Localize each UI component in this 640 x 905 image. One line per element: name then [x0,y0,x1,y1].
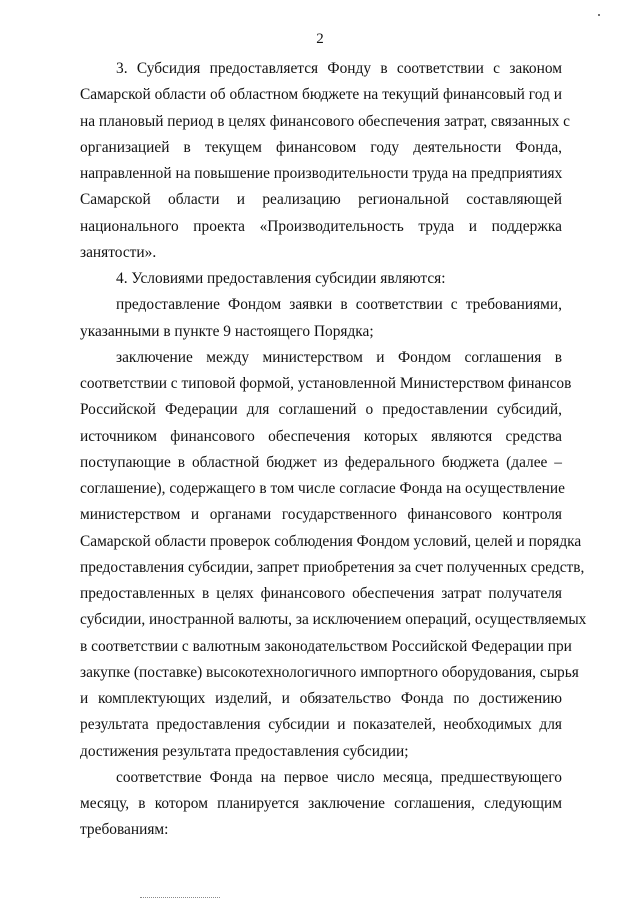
text-line: национального проекта «Производительность труда и поддержка [80,217,562,235]
text-line: Российской Федерации для соглашений о предоставлении субсидий, [80,401,562,419]
bottom-scan-line [140,897,220,898]
text-line: предоставление Фондом заявки в соответствии с требованиями, [116,296,562,314]
text-line: предоставленных в целях финансового обеспечения затрат получателя [80,585,562,602]
text-line: поступающие в областной бюджет из федерального бюджета (далее – [80,453,562,471]
text-line: соглашение), содержащего в том числе согласие Фонда на осуществление [80,480,565,497]
text-line: организацией в текущем финансовом году деятельности Фонда, [80,138,562,156]
text-line: месяцу, в котором планируется заключение соглашения, следующим [80,795,562,812]
text-line: результата предоставления субсидии и показателей, необходимых для [80,716,562,734]
text-line: направленной на повышение производительности труда на предприятиях [80,165,563,182]
text-line: Самарской области и реализацию региональной составляющей [80,191,562,209]
text-line: требованиям: [80,821,169,839]
text-line: закупке (поставке) высокотехнологичного импортного оборудования, сырья [80,663,579,681]
text-line: соответствии с типовой формой, установленной Министерством финансов [80,375,572,392]
text-line: предоставления субсидии, запрет приобретения за счет полученных средств, [80,558,585,576]
page-number: 2 [316,31,324,47]
text-line: Самарской области проверок соблюдения Фондом условий, целей и порядка [80,532,582,550]
text-line: 4. Условиями предоставления субсидии являются: [116,270,446,287]
text-line: Самарской области об областном бюджете на текущий финансовый год и [80,86,562,104]
scan-speck [598,14,600,16]
text-line: субсидии, иностранной валюты, за исключением операций, осуществляемых [80,611,587,629]
text-line: министерством и органами государственного финансового контроля [80,506,562,524]
text-line: указанными в пункте 9 настоящего Порядка; [80,322,374,340]
text-line: источником финансового обеспечения которых являются средства [80,427,562,445]
text-line: занятости». [80,243,157,261]
text-line: и комплектующих изделий, и обязательство Фонда по достижению [80,690,562,707]
text-line: на плановый период в целях финансового обеспечения затрат, связанных с [80,112,570,130]
text-line: 3. Субсидия предоставляется Фонду в соответствии с законом [116,60,562,77]
text-line: соответствие Фонда на первое число месяца, предшествующего [116,768,562,786]
text-line: в соответствии с валютным законодательством Российской Федерации при [80,637,572,655]
document-body [80,56,587,844]
text-line: заключение между министерством и Фондом соглашения в [116,348,562,366]
text-line: достижения результата предоставления субсидии; [80,742,409,760]
